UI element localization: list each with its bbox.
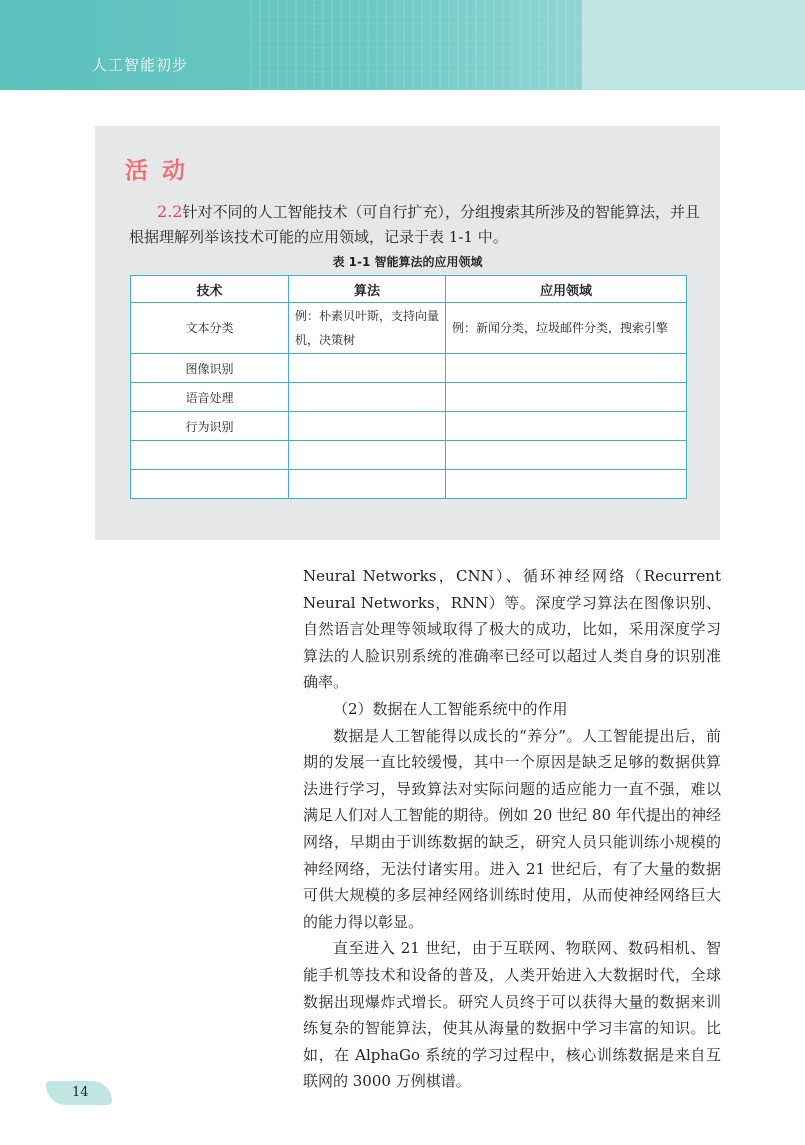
table-cell: 例：新闻分类，垃圾邮件分类，搜索引擎 — [446, 303, 687, 354]
table-row — [131, 383, 687, 412]
body-paragraph: 直至进入 21 世纪，由于互联网、物联网、数码相机、智能手机等技术和设备的普及，人类开始进入大数据时代，全球数据出现爆炸式增长。研究人员终于可以获得大量的数据来训练复杂的智能算法，使其从海量的数据中学习丰富的知识。比如，在 AlphaGo 系统的学习过程中，核心训练数据是来自互联网的 3000 万例棋谱。 — [303, 939, 721, 1091]
table-cell — [446, 470, 687, 499]
table-cell — [131, 470, 289, 499]
page-header — [0, 0, 805, 90]
body-text — [303, 563, 721, 1095]
table-cell: 语音处理 — [131, 383, 289, 412]
body-paragraph: Neural Networks，CNN）、循环神经网络（Recurrent Neural Networks，RNN）等。深度学习算法在图像识别、自然语言处理等领域取得了极大的成功，比如，采用深度学习算法的人脸识别系统的准确率已经可以超过人类自身的识别准确率。 — [303, 567, 721, 692]
page-number: 14 — [72, 1085, 89, 1100]
page-number-tab — [46, 1081, 112, 1105]
table-cell: 文本分类 — [131, 303, 289, 354]
header-side-panel — [582, 0, 805, 90]
table-cell: 例：朴素贝叶斯，支持向量机，决策树 — [289, 303, 446, 354]
table-cell — [446, 383, 687, 412]
header-decoration — [250, 0, 580, 90]
activity-item-number: 2.2 — [157, 202, 183, 221]
table-caption: 表 1-1 智能算法的应用领域 — [332, 255, 483, 269]
table-cell: 行为识别 — [131, 412, 289, 441]
table-header-cell: 算法 — [289, 276, 446, 303]
table-header-cell: 应用领域 — [446, 276, 687, 303]
activity-box — [95, 126, 720, 540]
table-row — [131, 412, 687, 441]
section-subheading: （2）数据在人工智能系统中的作用 — [333, 699, 568, 718]
table-cell — [289, 412, 446, 441]
table-cell — [446, 354, 687, 383]
table-cell — [446, 441, 687, 470]
table-cell: 图像识别 — [131, 354, 289, 383]
table-cell — [289, 383, 446, 412]
table-row — [131, 303, 687, 354]
table-header-row — [131, 276, 687, 303]
table-cell — [131, 441, 289, 470]
algorithm-table — [130, 275, 687, 499]
body-paragraph: 数据是人工智能得以成长的“养分”。人工智能提出后，前期的发展一直比较缓慢，其中一个原因是缺乏足够的数据供算法进行学习，导致算法对实际问题的适应能力一直不强，难以满足人们对人工智能的期待。例如 20 世纪 80 年代提出的神经网络，早期由于训练数据的缺乏，研究人员只能训练小规模的神经网络，无法付诸实用。进入 21 世纪后，有了大量的数据可供大规模的多层神经网络训练时使用，从而使神经网络巨大的能力得以彰显。 — [303, 726, 721, 931]
table-row — [131, 470, 687, 499]
table-row — [131, 354, 687, 383]
table-cell — [289, 441, 446, 470]
table-row — [131, 441, 687, 470]
activity-instruction-text: 针对不同的人工智能技术（可自行扩充），分组搜索其所涉及的智能算法，并且根据理解列举该技术可能的应用领域，记录于表 1-1 中。 — [129, 203, 700, 246]
table-cell — [289, 470, 446, 499]
table-cell — [289, 354, 446, 383]
activity-heading: 活动 — [125, 158, 199, 184]
table-cell — [446, 412, 687, 441]
table-header-cell: 技术 — [131, 276, 289, 303]
header-title: 人工智能初步 — [92, 56, 189, 74]
activity-instruction — [129, 199, 704, 250]
